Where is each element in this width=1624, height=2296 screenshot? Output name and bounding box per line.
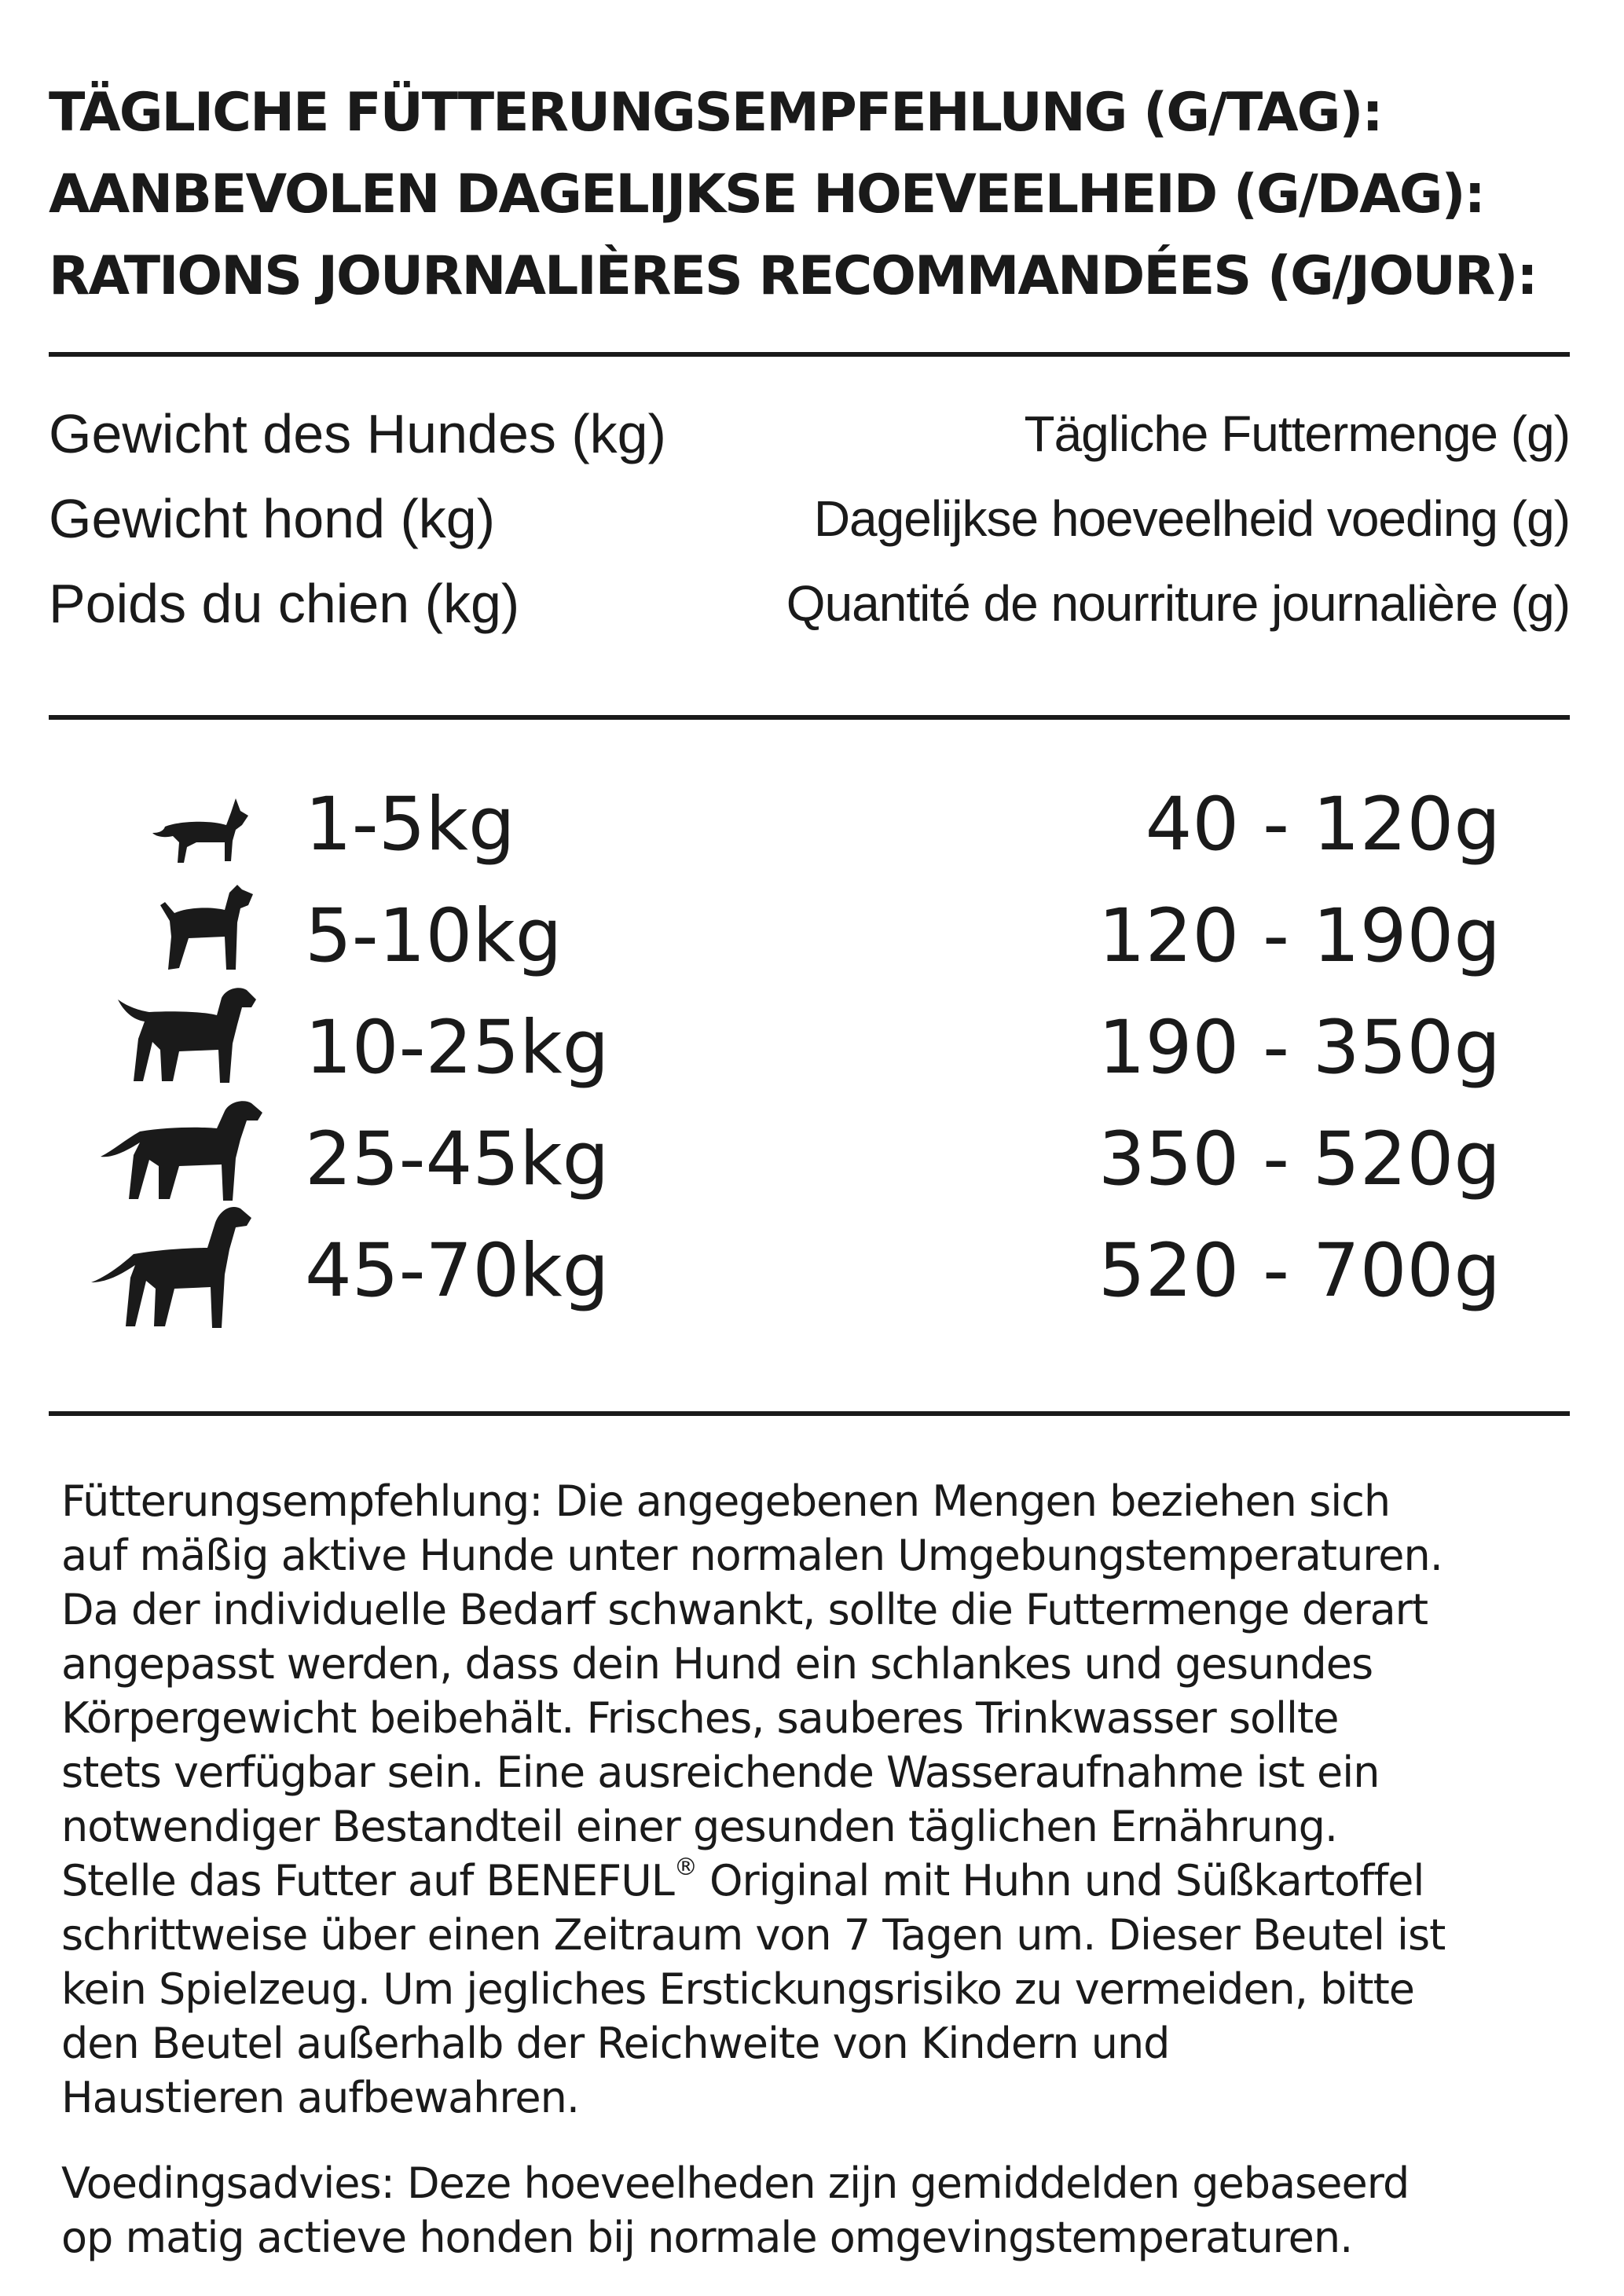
registered-mark: ® xyxy=(673,1854,697,1881)
text-line: angepasst werden, dass dein Hund ein schlankes und gesundes xyxy=(61,1639,1373,1689)
daily-amount: 120 - 190g xyxy=(1098,893,1501,979)
daily-amount: 190 - 350g xyxy=(1098,1005,1501,1091)
table-row xyxy=(86,1113,1501,1224)
tiny-dog-icon xyxy=(149,792,251,867)
brand-text-after: Original mit Huhn und Süßkartoffel xyxy=(696,1856,1424,1905)
amount-column-label: Tägliche Futtermenge (g) xyxy=(1024,405,1570,462)
weight-column-label: Gewicht hond (kg) xyxy=(49,488,496,549)
table-row xyxy=(86,1001,1501,1113)
title-dutch: AANBEVOLEN DAGELIJKSE HOEVEELHEID (G/DAG): xyxy=(49,163,1484,226)
amount-column-label: Quantité de nourriture journalière (g) xyxy=(786,575,1570,632)
medium-dog-icon xyxy=(113,984,259,1087)
divider xyxy=(49,1411,1570,1416)
title-german: TÄGLICHE FÜTTERUNGSEMPFEHLUNG (G/TAG): xyxy=(49,82,1382,144)
brand-text-before: Stelle das Futter auf BENEFUL xyxy=(61,1856,674,1905)
text-line: Körpergewicht beibehält. Frisches, sauberes Trinkwasser sollte xyxy=(61,1693,1339,1743)
text-line: auf mäßig aktive Hunde unter normalen Umgebungstemperaturen. xyxy=(61,1531,1443,1580)
daily-amount: 520 - 700g xyxy=(1098,1228,1501,1314)
text-line: Haustieren aufbewahren. xyxy=(61,2073,580,2122)
weight-range: 25-45kg xyxy=(305,1117,610,1202)
dutch-paragraph xyxy=(61,2156,1578,2265)
text-line: schrittweise über einen Zeitraum von 7 Tagen um. Dieser Beutel ist xyxy=(61,1910,1446,1960)
daily-amount: 40 - 120g xyxy=(1145,782,1501,867)
divider xyxy=(49,352,1570,357)
text-line: stets verfügbar sein. Eine ausreichende Wasseraufnahme ist ein xyxy=(61,1748,1380,1797)
giant-dog-icon xyxy=(90,1199,255,1333)
amount-column-label: Dagelijkse hoeveelheid voeding (g) xyxy=(813,490,1570,547)
text-line xyxy=(61,1854,1578,1908)
feeding-table xyxy=(86,778,1501,1336)
instructions-text xyxy=(61,1474,1578,2296)
column-headers xyxy=(49,391,1570,646)
weight-column-label: Gewicht des Hundes (kg) xyxy=(49,403,666,464)
weight-range: 5-10kg xyxy=(305,893,563,979)
daily-amount: 350 - 520g xyxy=(1098,1117,1501,1202)
divider xyxy=(49,715,1570,720)
title-french: RATIONS JOURNALIÈRES RECOMMANDÉES (G/JOUR): xyxy=(49,245,1537,307)
table-row xyxy=(86,778,1501,889)
text-line: op matig actieve honden bij normale omgevingstemperaturen. xyxy=(61,2213,1353,2262)
text-line: den Beutel außerhalb der Reichweite von Kindern und xyxy=(61,2019,1170,2068)
table-row xyxy=(86,1224,1501,1336)
column-header-row-french xyxy=(49,561,1570,646)
german-paragraph xyxy=(61,1474,1578,2125)
text-line: Da der individuelle Bedarf schwankt, sollte die Futtermenge derart xyxy=(61,1585,1428,1634)
column-header-row-dutch xyxy=(49,476,1570,561)
weight-column-label: Poids du chien (kg) xyxy=(49,573,520,634)
text-line: kein Spielzeug. Um jegliches Erstickungsrisiko zu vermeiden, bitte xyxy=(61,1964,1414,2014)
text-line: Voedingsadvies: Deze hoeveelheden zijn gemiddelden gebaseerd xyxy=(61,2158,1410,2208)
weight-range: 10-25kg xyxy=(305,1005,610,1091)
page-title-block xyxy=(49,72,1589,317)
text-line: Fütterungsempfehlung: Die angegebenen Mengen beziehen sich xyxy=(61,1476,1391,1526)
column-header-row-german xyxy=(49,391,1570,476)
large-dog-icon xyxy=(97,1095,266,1205)
table-row xyxy=(86,889,1501,1001)
weight-range: 45-70kg xyxy=(305,1228,610,1314)
text-line: notwendiger Bestandteil einer gesunden täglichen Ernährung. xyxy=(61,1802,1338,1851)
small-dog-icon xyxy=(148,882,258,976)
weight-range: 1-5kg xyxy=(305,782,515,867)
